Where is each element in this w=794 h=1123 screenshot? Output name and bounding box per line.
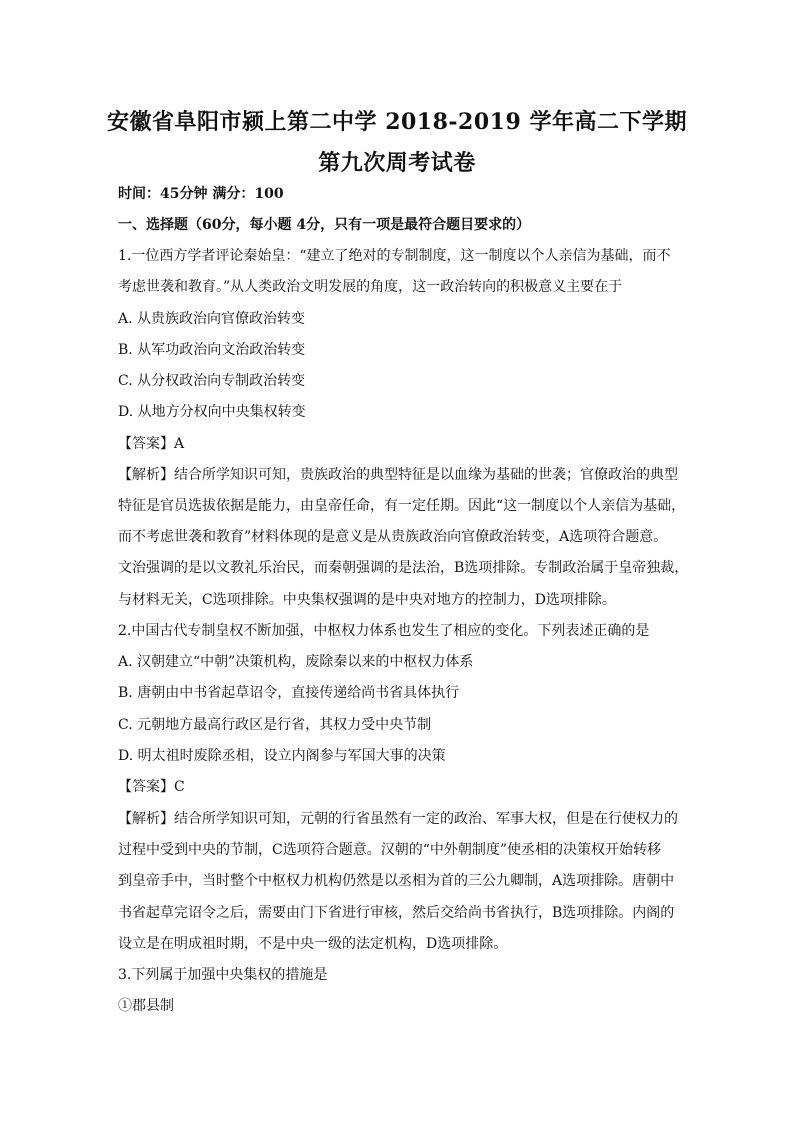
option-line: A. 汉朝建立“中朝”决策机构，废除秦以来的中枢权力体系 bbox=[118, 654, 474, 670]
exam-info: 时间：45分钟 满分：100 bbox=[118, 186, 284, 202]
text-line: 1.一位西方学者评论秦始皇：“建立了绝对的专制制度，这一制度以个人亲信为基础，而不 bbox=[118, 248, 671, 264]
analysis-line: 文治强调的是以文教礼乐治民，而秦朝强调的是法治，B选项排除。专制政治属于皇帝独裁， bbox=[118, 560, 689, 576]
analysis-line: 设立是在明成祖时期，不是中央一级的法定机构，D选项排除。 bbox=[118, 936, 508, 952]
option-line: A. 从贵族政治向官僚政治转变 bbox=[118, 311, 306, 327]
answer-line: 【答案】A bbox=[118, 436, 185, 452]
text-line: 考虑世袭和教育。”从人类政治文明发展的角度，这一政治转向的积极意义主要在于 bbox=[118, 279, 623, 295]
analysis-line: 特征是官员选拔依据是能力，由皇帝任命，有一定任期。因此“这一制度以个人亲信为基础， bbox=[118, 498, 686, 514]
analysis-line: 书省起草完诏令之后，需要由门下省进行审核，然后交给尚书省执行，B选项排除。内阁的 bbox=[118, 905, 675, 921]
section-heading: 一、选择题（60分，每小题 4分，只有一项是最符合题目要求的） bbox=[118, 217, 531, 233]
analysis-line: 【解析】结合所学知识可知，元朝的行省虽然有一定的政治、军事大权，但是在行使权力的 bbox=[118, 811, 678, 827]
answer-line: 【答案】C bbox=[118, 779, 185, 795]
option-line: B. 从军功政治向文治政治转变 bbox=[118, 342, 306, 358]
analysis-line: 【解析】结合所学知识可知，贵族政治的典型特征是以血缘为基础的世袭；官僚政治的典型 bbox=[118, 467, 678, 483]
analysis-line: 到皇帝手中，当时整个中枢权力机构仍然是以丞相为首的三公九卿制，A选项排除。唐朝中 bbox=[118, 873, 675, 889]
text-line: 3.下列属于加强中央集权的措施是 bbox=[118, 967, 328, 983]
option-line: D. 从地方分权向中央集权转变 bbox=[118, 404, 306, 420]
document-title-line1: 安徽省阜阳市颍上第二中学 2018-2019 学年高二下学期 bbox=[107, 109, 687, 135]
option-line: D. 明太祖时废除丞相，设立内阁参与军国大事的决策 bbox=[118, 748, 446, 764]
option-line: C. 从分权政治向专制政治转变 bbox=[118, 373, 306, 389]
option-line: B. 唐朝由中书省起草诏令，直接传递给尚书省具体执行 bbox=[118, 685, 460, 701]
text-line: ①郡县制 bbox=[118, 998, 174, 1014]
analysis-line: 过程中受到中央的节制，C选项符合题意。汉朝的“中外朝制度”使丞相的决策权开始转移 bbox=[118, 842, 662, 858]
analysis-line: 与材料无关，C选项排除。中央集权强调的是中央对地方的控制力，D选项排除。 bbox=[118, 592, 616, 608]
text-line: 2.中国古代专制皇权不断加强，中枢权力体系也发生了相应的变化。下列表述正确的是 bbox=[118, 623, 650, 639]
document-title-line2: 第九次周考试卷 bbox=[318, 150, 476, 176]
analysis-line: 而不考虑世袭和教育”材料体现的是意义是从贵族政治向官僚政治转变，A选项符合题意。 bbox=[118, 529, 668, 545]
option-line: C. 元朝地方最高行政区是行省，其权力受中央节制 bbox=[118, 717, 432, 733]
